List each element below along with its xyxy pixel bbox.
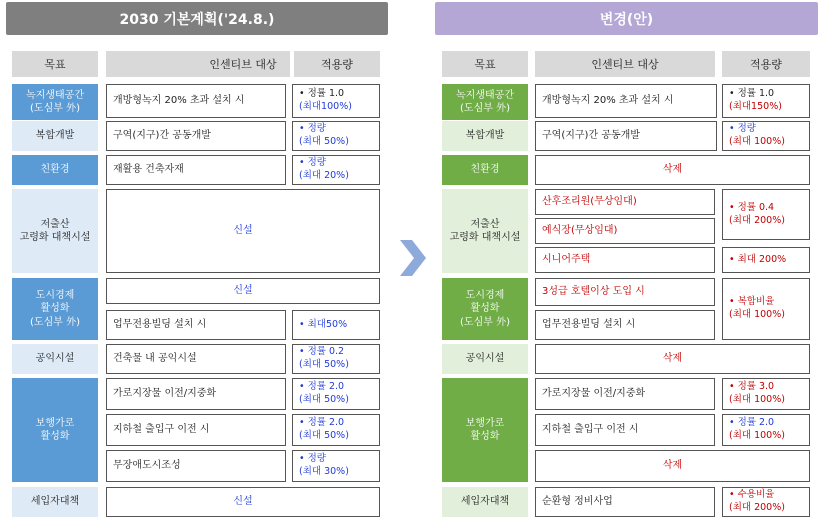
- left-amount-5-line1: • 최대50%: [299, 318, 348, 330]
- right-amount-2: [722, 121, 810, 151]
- right-amount-7b-line1: • 정률 2.0: [729, 417, 775, 429]
- right-amount-1-line1: • 정률 1.0: [729, 88, 775, 100]
- left-goal-pedestrian: 보행가로 활성화: [12, 378, 98, 482]
- right-col-amount: 적용량: [722, 51, 810, 77]
- right-deleted-barrier-free: 삭제: [535, 450, 810, 482]
- right-goal-tenant: 세입자대책: [442, 487, 528, 517]
- right-goal-pedestrian: 보행가로 활성화: [442, 378, 528, 482]
- left-amount-7a-line2: (최대 50%): [299, 394, 349, 405]
- left-amount-2-line2: (최대 50%): [299, 136, 349, 147]
- right-amount-1: [722, 84, 810, 118]
- right-goal-urban-econ: 도시경제 활성화 (도심부 外): [442, 278, 528, 340]
- left-col-target: 인센티브 대상: [106, 51, 380, 77]
- right-goal-low-birth: 저출산 고령화 대책시설: [442, 189, 528, 273]
- left-goal-green-space: 녹지생태공간 (도심부 外): [12, 84, 98, 120]
- left-amount-7b-line2: (최대 50%): [299, 430, 349, 441]
- left-target-joint-dev: 구역(지구)간 공동개발: [106, 121, 286, 151]
- left-amount-2-line1: • 정량: [299, 123, 326, 135]
- right-target-circular: 순환형 정비사업: [535, 487, 715, 517]
- right-amount-8: [722, 487, 810, 517]
- right-amount-4b-line1: • 최대 200%: [729, 253, 787, 265]
- right-amount-5: [722, 278, 810, 340]
- right-amount-5-line1: • 복합비율: [729, 296, 775, 308]
- left-goal-low-birth: 저출산 고령화 대책시설: [12, 189, 98, 273]
- left-target-barrier-free: 무장애도시조성: [106, 450, 286, 482]
- left-goal-tenant: 세입자대책: [12, 487, 98, 517]
- left-target-recycled: 재활용 건축자재: [106, 155, 286, 185]
- right-amount-7a: [722, 378, 810, 410]
- left-new-urban-econ: 신설: [106, 278, 380, 304]
- right-goal-mixed-dev: 복합개발: [442, 121, 528, 151]
- right-amount-7a-line2: (최대 100%): [729, 394, 785, 405]
- left-amount-7c-line2: (최대 30%): [299, 466, 349, 477]
- left-amount-1: [292, 84, 380, 118]
- right-col-target: 인센티브 대상: [535, 51, 715, 77]
- left-new-tenant: 신설: [106, 487, 380, 517]
- right-target-open-green: 개방형녹지 20% 초과 설치 시: [535, 84, 717, 118]
- left-amount-7c: [292, 450, 380, 482]
- left-goal-mixed-dev: 복합개발: [12, 121, 98, 151]
- right-amount-7b-line2: (최대 100%): [729, 430, 785, 441]
- left-col-amount: 적용량: [290, 51, 380, 77]
- right-amount-4a-line1: • 정률 0.4: [729, 201, 775, 213]
- left-amount-5: [292, 310, 380, 340]
- right-goal-eco: 친환경: [442, 155, 528, 185]
- right-target-hotel: 3성급 호텔이상 도입 시: [535, 278, 715, 306]
- right-amount-4b: [722, 247, 810, 273]
- right-amount-2-line2: (최대 100%): [729, 136, 785, 147]
- left-amount-1-line1: • 정률 1.0: [299, 88, 345, 100]
- left-new-low-birth: 신설: [106, 189, 380, 273]
- right-target-street-obstacle: 가로지장물 이전/지중화: [535, 378, 715, 410]
- left-amount-3: [292, 155, 380, 185]
- left-amount-7b: [292, 414, 380, 446]
- left-amount-2: [292, 121, 380, 151]
- left-col-goal: 목표: [12, 51, 98, 77]
- right-title: 변경(안): [435, 2, 818, 35]
- right-amount-2-line1: • 정량: [729, 123, 756, 135]
- right-amount-5-line2: (최대 100%): [729, 309, 785, 320]
- left-amount-1-line2: (최대100%): [299, 101, 352, 112]
- right-amount-4a-line2: (최대 200%): [729, 214, 785, 226]
- right-col-goal: 목표: [442, 51, 528, 77]
- left-target-street-obstacle: 가로지장물 이전/지중화: [106, 378, 286, 410]
- right-target-joint-dev: 구역(지구)간 공동개발: [535, 121, 717, 151]
- right-target-subway-exit: 지하철 출입구 이전 시: [535, 414, 715, 446]
- right-goal-public: 공익시설: [442, 344, 528, 374]
- left-amount-3-line1: • 정량: [299, 157, 326, 169]
- left-amount-6-line1: • 정률 0.2: [299, 346, 345, 358]
- right-target-senior-housing: 시니어주택: [535, 247, 715, 273]
- left-amount-7a: [292, 378, 380, 410]
- left-target-office: 업무전용빌딩 설치 시: [106, 310, 286, 340]
- left-target-open-green: 개방형녹지 20% 초과 설치 시: [106, 84, 286, 118]
- right-target-postnatal: 산후조리원(무상임대): [535, 189, 715, 215]
- right-amount-7a-line1: • 정률 3.0: [729, 381, 775, 393]
- left-goal-eco: 친환경: [12, 155, 98, 185]
- right-amount-8-line1: • 수용비율: [729, 489, 775, 501]
- left-amount-7a-line1: • 정률 2.0: [299, 381, 345, 393]
- left-amount-6: [292, 344, 380, 374]
- right-target-wedding-hall: 예식장(무상임대): [535, 218, 715, 244]
- right-amount-7b: [722, 414, 810, 446]
- left-goal-public: 공익시설: [12, 344, 98, 374]
- right-deleted-eco: 삭제: [535, 155, 810, 185]
- right-amount-8-line2: (최대 200%): [729, 502, 785, 513]
- left-amount-6-line2: (최대 50%): [299, 359, 349, 370]
- left-amount-7b-line1: • 정률 2.0: [299, 417, 345, 429]
- left-amount-7c-line1: • 정량: [299, 453, 326, 465]
- left-target-subway-exit: 지하철 출입구 이전 시: [106, 414, 286, 446]
- left-goal-urban-econ: 도시경제 활성화 (도심부 外): [12, 278, 98, 340]
- left-target-public-facility: 건축물 내 공익시설: [106, 344, 286, 374]
- right-amount-1-line2: (최대150%): [729, 101, 782, 112]
- right-goal-green-space: 녹지생태공간 (도심부 外): [442, 84, 528, 120]
- left-title: 2030 기본계획('24.8.): [6, 2, 388, 35]
- left-amount-3-line2: (최대 20%): [299, 170, 349, 181]
- chevron-right-icon: [398, 240, 428, 276]
- right-deleted-public: 삭제: [535, 344, 810, 374]
- right-target-office: 업무전용빌딩 설치 시: [535, 310, 715, 340]
- right-amount-4a: [722, 189, 810, 240]
